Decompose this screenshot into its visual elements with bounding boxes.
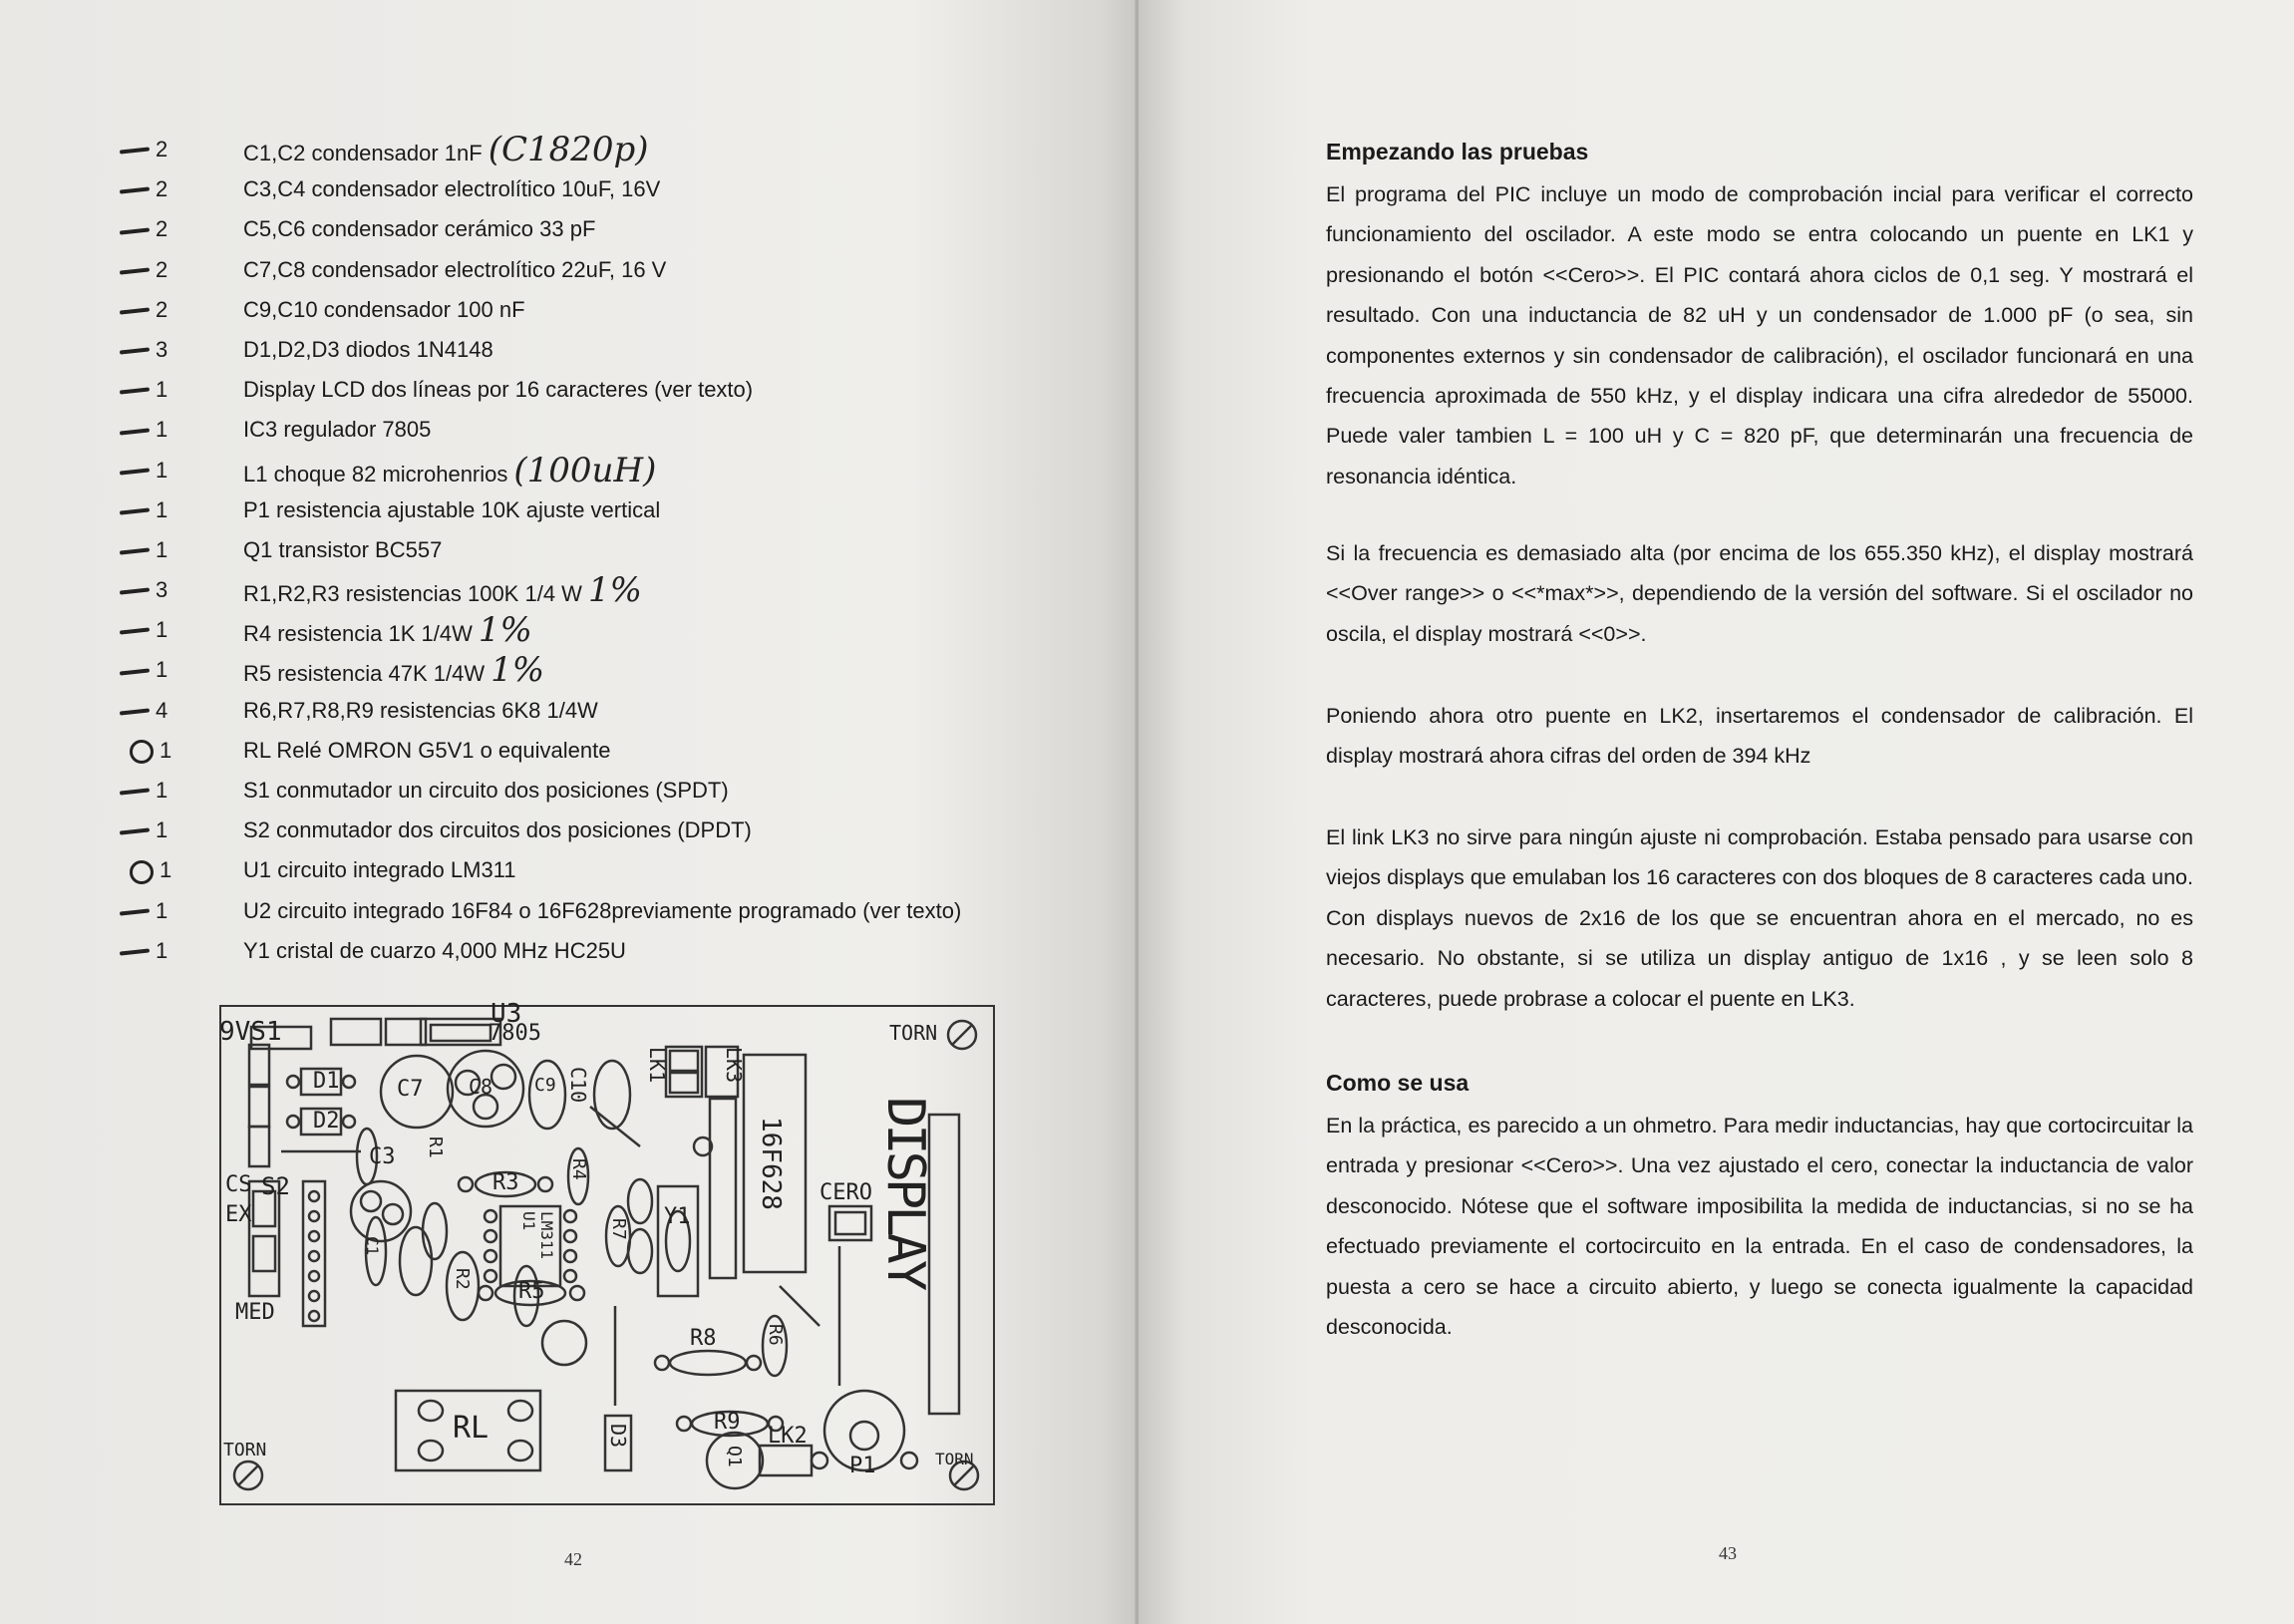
parts-row — [120, 650, 1117, 690]
pcb-label-r3: R3 — [492, 1170, 519, 1195]
parts-qty-value: 1 — [156, 536, 168, 562]
parts-description: C1,C2 condensador 1nF — [243, 141, 483, 165]
parts-description: S1 conmutador un circuito dos posiciones (SPDT) — [243, 778, 729, 803]
parts-description: C3,C4 condensador electrolítico 10uF, 16V — [243, 176, 661, 202]
pcb-label-r8: R8 — [690, 1326, 717, 1351]
parts-qty-value: 2 — [156, 137, 168, 162]
dash-mark-icon — [120, 307, 150, 314]
parts-description: Q1 transistor BC557 — [243, 536, 443, 562]
parts-text — [243, 691, 598, 731]
pcb-label-7805: 7805 — [489, 1021, 541, 1046]
paragraph-2: Si la frecuencia es demasiado alta (por encima de los 655.350 kHz), el display mostrará <<Over range>> o <<*max*>>, dependiendo de la versión del software. Si el oscilador no oscila, el display mostrará <<0>>. — [1326, 541, 2193, 646]
parts-description: C5,C6 condensador cerámico 33 pF — [243, 216, 596, 242]
pcb-layout — [219, 999, 995, 1505]
parts-qty — [120, 811, 194, 850]
dash-mark-icon — [120, 789, 150, 796]
pcb-label-r2: R2 — [452, 1268, 473, 1290]
pcb-label-u3: U3 — [491, 999, 522, 1029]
pcb-label-u1: U1 — [519, 1211, 538, 1231]
parts-qty-value: 1 — [160, 737, 172, 763]
parts-qty — [120, 850, 194, 890]
pcb-label-d3: D3 — [606, 1424, 630, 1449]
handwritten-note: (C1820p) — [488, 130, 649, 169]
pcb-label-cero: CERO — [819, 1180, 872, 1205]
parts-description: IC3 regulador 7805 — [243, 417, 432, 443]
parts-row — [120, 731, 1117, 771]
parts-qty — [120, 691, 194, 731]
pcb-label-cs: CS — [225, 1172, 252, 1197]
circle-mark-icon — [130, 860, 154, 884]
parts-qty-value: 3 — [156, 577, 168, 603]
parts-text — [243, 290, 525, 330]
heading-empezando: Empezando las pruebas — [1326, 139, 1589, 164]
parts-text — [243, 731, 610, 771]
parts-text — [243, 650, 544, 694]
parts-description: R5 resistencia 47K 1/4W — [243, 661, 486, 687]
parts-row — [120, 850, 1117, 890]
parts-text — [243, 209, 595, 249]
parts-row — [120, 570, 1117, 610]
parts-description: L1 choque 82 microhenrios — [243, 461, 508, 487]
parts-row — [120, 451, 1117, 490]
handwritten-note: 1% — [587, 570, 642, 611]
pcb-label-ex: EX — [225, 1202, 252, 1227]
pcb-label-c7: C7 — [397, 1077, 424, 1102]
parts-row — [120, 931, 1117, 971]
pcb-label-16f628: 16F628 — [756, 1117, 786, 1210]
pcb-label-c8: C8 — [469, 1075, 493, 1099]
paragraph-4: El link LK3 no sirve para ningún ajuste ni comprobación. Estaba pensado para usarse con viejos displays que emulaban los 16 caracteres con dos bloques de 8 caracteres cada uno. Con displays nuevos de 2x16 de los que se encuentran ahora en el mercado, no es necesario. No obstante, si se utiliza un display antiguo de 1x16 , y se leen solo 8 caracteres, puede probrase a colocar el puente en LK3. — [1326, 825, 2193, 1011]
parts-qty — [120, 650, 194, 690]
dash-mark-icon — [120, 628, 150, 635]
parts-text — [243, 811, 752, 850]
pcb-label-s2: S2 — [261, 1172, 290, 1200]
parts-qty-value: 1 — [156, 496, 168, 522]
right-page — [1139, 0, 2294, 1624]
parts-description: U2 circuito integrado 16F84 o 16F628previamente programado (ver texto) — [243, 897, 962, 923]
parts-row — [120, 490, 1117, 530]
parts-text — [243, 771, 729, 811]
parts-qty — [120, 771, 194, 811]
parts-description: Y1 cristal de cuarzo 4,000 MHz HC25U — [243, 937, 626, 963]
parts-qty-value: 1 — [156, 897, 168, 923]
pcb-label-c9: C9 — [534, 1075, 556, 1096]
pcb-label-display: DISPLAY — [875, 1097, 935, 1288]
parts-qty — [120, 169, 194, 209]
pcb-label-r5: R5 — [518, 1279, 545, 1304]
parts-list — [120, 130, 1117, 971]
pcb-label-lk1: LK1 — [645, 1047, 669, 1084]
dash-mark-icon — [120, 388, 150, 395]
pcb-label-p1: P1 — [849, 1454, 876, 1478]
dash-mark-icon — [120, 348, 150, 355]
pcb-label-r6: R6 — [765, 1324, 786, 1346]
parts-description: U1 circuito integrado LM311 — [243, 857, 516, 883]
dash-mark-icon — [120, 428, 150, 435]
parts-text — [243, 490, 660, 530]
parts-qty — [120, 530, 194, 570]
parts-description: R6,R7,R8,R9 resistencias 6K8 1/4W — [243, 697, 598, 723]
dash-mark-icon — [120, 668, 150, 675]
parts-qty-value: 3 — [156, 336, 168, 362]
parts-text — [243, 891, 961, 931]
dash-mark-icon — [120, 227, 150, 234]
handwritten-note: (100uH) — [513, 450, 657, 490]
parts-qty-value: 1 — [156, 778, 168, 803]
parts-qty-value: 2 — [156, 216, 168, 242]
pcb-label-d2: D2 — [313, 1109, 340, 1134]
pcb-label-d1: D1 — [313, 1069, 340, 1094]
parts-qty — [120, 250, 194, 290]
pcb-label-y1: Y1 — [664, 1204, 691, 1229]
dash-mark-icon — [120, 948, 150, 955]
parts-text — [243, 370, 753, 410]
parts-row — [120, 130, 1117, 169]
parts-description: S2 conmutador dos circuitos dos posiciones (DPDT) — [243, 817, 752, 843]
parts-text — [243, 330, 493, 370]
parts-qty — [120, 410, 194, 450]
pcb-label-vs1: 9VS1 — [219, 1017, 282, 1047]
parts-qty-value: 1 — [156, 937, 168, 963]
pcb-label-c1: C1 — [363, 1236, 382, 1256]
heading-como-se-usa: Como se usa — [1326, 1070, 1470, 1096]
parts-qty-value: 2 — [156, 256, 168, 282]
pcb-label-lk2: LK2 — [768, 1424, 808, 1449]
parts-text — [243, 410, 431, 450]
parts-qty — [120, 731, 194, 771]
parts-qty-value: 4 — [156, 697, 168, 723]
parts-description: Display LCD dos líneas por 16 caracteres (ver texto) — [243, 377, 754, 403]
dash-mark-icon — [120, 507, 150, 514]
parts-description: D1,D2,D3 diodos 1N4148 — [243, 336, 493, 362]
parts-qty — [120, 330, 194, 370]
pcb-label-med: MED — [235, 1300, 275, 1325]
parts-qty — [120, 570, 194, 610]
parts-qty-value: 1 — [156, 377, 168, 403]
pcb-label-r4: R4 — [568, 1158, 589, 1180]
parts-qty — [120, 209, 194, 249]
parts-row — [120, 250, 1117, 290]
parts-qty — [120, 370, 194, 410]
parts-text — [243, 530, 442, 570]
parts-description: RL Relé OMRON G5V1 o equivalente — [243, 737, 611, 763]
dash-mark-icon — [120, 708, 150, 715]
parts-qty — [120, 451, 194, 490]
dash-mark-icon — [120, 828, 150, 835]
dash-mark-icon — [120, 187, 150, 194]
parts-row — [120, 530, 1117, 570]
dash-mark-icon — [120, 148, 150, 155]
pcb-label-torn-top: TORN — [889, 1021, 938, 1045]
parts-text — [243, 169, 660, 209]
handwritten-note: 1% — [491, 650, 545, 691]
paragraph-1: El programa del PIC incluye un modo de comprobación incial para verificar el correcto funcionamiento del oscilador. A este modo se entra colocando un puente en LK1 y presionando el botón <<Cero>>. El PIC contará ahora ciclos de 0,1 seg. Y mostrará el resultado. Con una inductancia de 82 uH y un condensador de 1.000 pF (o sea, sin componentes externos y sin condensador de calibración), el oscilador funcionará en una frecuencia aproximada de 550 kHz, y el display indicara una cifra alrededor de 55000. Puede valer tambien L = 100 uH y C = 820 pF, que determinarán una frecuencia de resonancia idéntica. — [1326, 182, 2193, 488]
parts-qty — [120, 490, 194, 530]
dash-mark-icon — [120, 267, 150, 274]
parts-text — [243, 850, 516, 890]
parts-row — [120, 370, 1117, 410]
parts-description: C7,C8 condensador electrolítico 22uF, 16 V — [243, 256, 667, 282]
dash-mark-icon — [120, 548, 150, 555]
pcb-label-c10: C10 — [566, 1067, 590, 1104]
parts-row — [120, 610, 1117, 650]
pcb-label-r1: R1 — [425, 1137, 446, 1158]
parts-qty — [120, 130, 194, 169]
parts-description: R4 resistencia 1K 1/4W — [243, 621, 473, 647]
parts-qty-value: 1 — [156, 657, 168, 683]
parts-qty-value: 1 — [156, 457, 168, 483]
parts-row — [120, 209, 1117, 249]
parts-row — [120, 771, 1117, 811]
pcb-label-lm311: LM311 — [537, 1211, 556, 1260]
handwritten-note: 1% — [478, 610, 532, 651]
parts-row — [120, 691, 1117, 731]
parts-qty — [120, 931, 194, 971]
parts-qty — [120, 891, 194, 931]
parts-row — [120, 891, 1117, 931]
parts-text — [243, 610, 532, 654]
circle-mark-icon — [130, 740, 154, 764]
parts-description: P1 resistencia ajustable 10K ajuste vertical — [243, 496, 661, 522]
parts-qty — [120, 610, 194, 650]
parts-row — [120, 811, 1117, 850]
pcb-label-rl: RL — [453, 1411, 490, 1446]
parts-text — [243, 250, 666, 290]
page-number-left: 42 — [564, 1549, 582, 1569]
pcb-label-q1: Q1 — [724, 1446, 745, 1467]
paragraph-5: En la práctica, es parecido a un ohmetro. Para medir inductancias, hay que cortocircuitar la entrada y presionar <<Cero>>. Una vez ajustado el cero, conectar la inductancia de valor desconocido. Nótese que el software imposibilita la medida de inductancias, si no se ha efectuado previamente el cortocircuito en la entrada. En el caso de condensadores, la puesta a cero se hace a circuito abierto, y luego se conecta igualmente la capacidad desconocida. — [1326, 1114, 2193, 1340]
parts-row — [120, 410, 1117, 450]
parts-qty-value: 2 — [156, 296, 168, 322]
parts-row — [120, 169, 1117, 209]
parts-text — [243, 570, 642, 614]
parts-text — [243, 130, 649, 173]
parts-qty-value: 1 — [156, 617, 168, 643]
pcb-label-r9: R9 — [714, 1410, 741, 1435]
pcb-label-r7: R7 — [608, 1218, 629, 1240]
parts-text — [243, 451, 656, 494]
page-number-right: 43 — [1719, 1543, 1737, 1563]
parts-qty-value: 2 — [156, 176, 168, 202]
parts-description: C9,C10 condensador 100 nF — [243, 296, 525, 322]
pcb-label-lk3: LK3 — [722, 1047, 746, 1084]
pcb-label-torn-bottom-left: TORN — [223, 1440, 267, 1461]
dash-mark-icon — [120, 588, 150, 595]
parts-qty-value: 1 — [156, 417, 168, 443]
paragraph-3: Poniendo ahora otro puente en LK2, insertaremos el condensador de calibración. El display mostrará ahora cifras del orden de 394 kHz — [1326, 704, 2193, 769]
parts-row — [120, 290, 1117, 330]
dash-mark-icon — [120, 908, 150, 915]
pcb-label-c3: C3 — [369, 1144, 396, 1169]
parts-row — [120, 330, 1117, 370]
pcb-label-torn-bottom-right: TORN — [935, 1450, 974, 1468]
parts-qty-value: 1 — [156, 817, 168, 843]
left-page — [0, 0, 1137, 1624]
dash-mark-icon — [120, 468, 150, 475]
parts-qty-value: 1 — [160, 857, 172, 883]
parts-description: R1,R2,R3 resistencias 100K 1/4 W — [243, 581, 582, 607]
parts-text — [243, 931, 626, 971]
parts-qty — [120, 290, 194, 330]
